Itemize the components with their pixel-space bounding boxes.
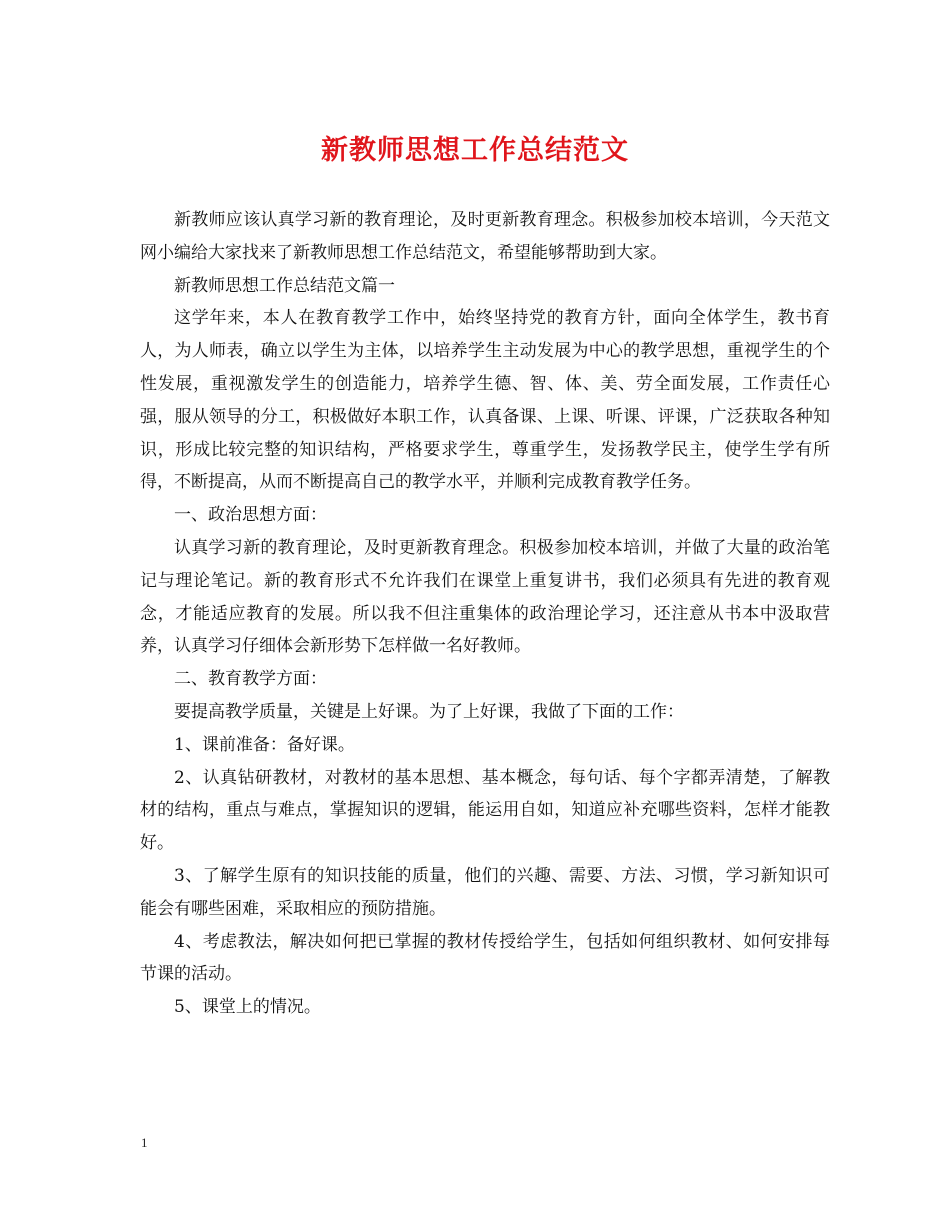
paragraph-item-2: 2、认真钻研教材，对教材的基本思想、基本概念，每句话、每个字都弄清楚，了解教材的结构，重点与难点，掌握知识的逻辑，能运用自如，知道应补充哪些资料，怎样才能教好。 bbox=[140, 767, 830, 854]
paragraph-section-heading: 新教师思想工作总结范文篇一 bbox=[174, 275, 395, 296]
paragraph-overview: 这学年来，本人在教育教学工作中，始终坚持党的教育方针，面向全体学生，教书育人，为人师表，确立以学生为主体，以培养学生主动发展为中心的教学思想，重视学生的个性发展，重视激发学生的创造能力，培养学生德、智、体、美、劳全面发展，工作责任心强，服从领导的分工，积极做好本职工作，认真备课、上课、听课、评课，广泛获取各种知识，形成比较完整的知识结构，严格要求学生，尊重学生，发扬教学民主，使学生学有所得，不断提高，从而不断提高自己的教学水平，并顺利完成教育教学任务。 bbox=[140, 308, 830, 493]
paragraph-heading-political: 一、政治思想方面： bbox=[174, 505, 327, 526]
paragraph-item-3: 3、了解学生原有的知识技能的质量，他们的兴趣、需要、方法、习惯，学习新知识可能会有哪些困难，采取相应的预防措施。 bbox=[140, 865, 830, 919]
document-title: 新教师思想工作总结范文 bbox=[321, 135, 629, 166]
paragraph-item-4: 4、考虑教法，解决如何把已掌握的教材传授给学生，包括如何组织教材、如何安排每节课的活动。 bbox=[140, 931, 830, 985]
paragraph-teaching-intro: 要提高教学质量，关键是上好课。为了上好课，我做了下面的工作： bbox=[174, 701, 684, 722]
paragraph-political: 认真学习新的教育理论，及时更新教育理念。积极参加校本培训，并做了大量的政治笔记与理论笔记。新的教育形式不允许我们在课堂上重复讲书，我们必须具有先进的教育观念，才能适应教育的发展。所以我不但注重集体的政治理论学习，还注意从书本中汲取营养，认真学习仔细体会新形势下怎样做一名好教师。 bbox=[140, 537, 830, 657]
paragraph-heading-teaching: 二、教育教学方面： bbox=[174, 669, 327, 690]
document-body bbox=[140, 204, 830, 1024]
paragraph-item-1: 1、课前准备：备好课。 bbox=[174, 734, 355, 755]
paragraph-intro: 新教师应该认真学习新的教育理论，及时更新教育理念。积极参加校本培训，今天范文网小编给大家找来了新教师思想工作总结范文，希望能够帮助到大家。 bbox=[140, 210, 830, 263]
paragraph-item-5: 5、课堂上的情况。 bbox=[174, 997, 321, 1018]
page-number: 1 bbox=[141, 1135, 148, 1150]
